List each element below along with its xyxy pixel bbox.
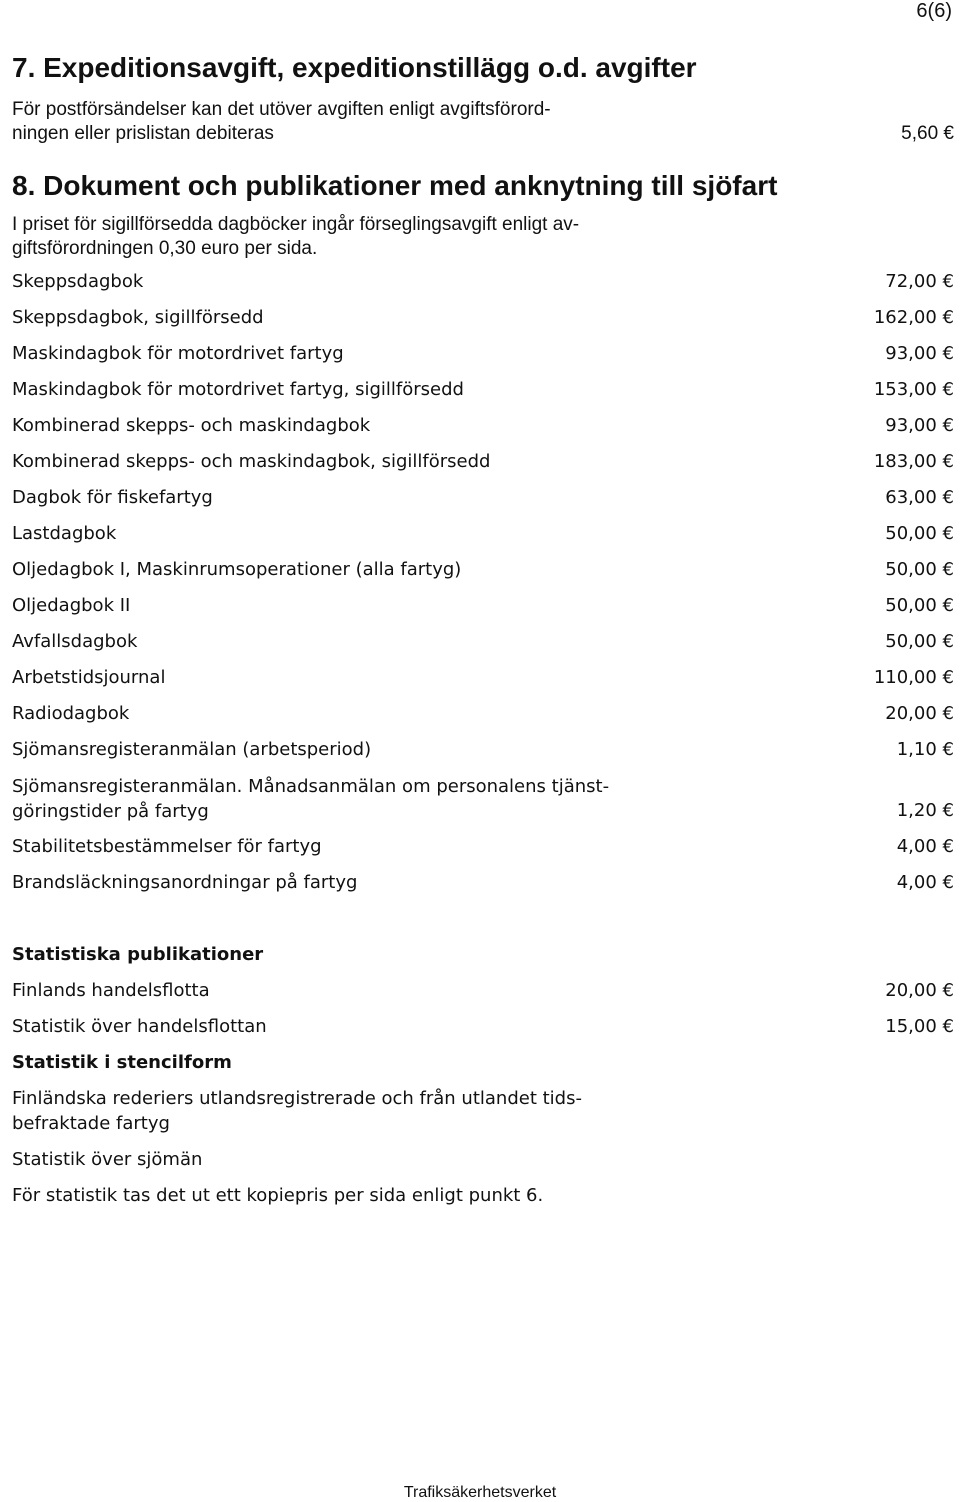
- price-row: [12, 630, 954, 654]
- item-price: 72,00 €: [885, 271, 954, 292]
- section-8-intro-line-1: I priset för sigillförsedda dagböcker ingår förseglingsavgift enligt av-: [12, 214, 580, 235]
- item-label: Dagbok för fiskefartyg: [12, 487, 213, 508]
- item-price: 110,00 €: [873, 667, 954, 688]
- item-label: Lastdagbok: [12, 523, 117, 544]
- item-price: 50,00 €: [885, 559, 954, 580]
- item-price: 15,00 €: [885, 1016, 954, 1037]
- item-price: 153,00 €: [873, 379, 954, 400]
- price-row: [12, 979, 954, 1003]
- section-7-text-line-1: För postförsändelser kan det utöver avgiften enligt avgiftsförord-: [12, 99, 551, 120]
- item-price: 4,00 €: [896, 836, 954, 857]
- price-row: [12, 306, 954, 330]
- item-label: Radiodagbok: [12, 703, 130, 724]
- item-label: Oljedagbok II: [12, 595, 131, 616]
- price-row: [12, 450, 954, 474]
- monthly-report-line-2: göringstider på fartyg: [12, 801, 209, 822]
- item-label: Maskindagbok för motordrivet fartyg, sigillförsedd: [12, 379, 464, 400]
- item-price: 20,00 €: [885, 703, 954, 724]
- section-8-intro-line-2: giftsförordningen 0,30 euro per sida.: [12, 238, 318, 259]
- price-row: [12, 835, 954, 859]
- price-row: [12, 270, 954, 294]
- price-row: [12, 414, 954, 438]
- price-row: [12, 558, 954, 582]
- stencil-item-1-line-2: befraktade fartyg: [12, 1113, 170, 1134]
- section-7-price: 5,60 €: [901, 123, 954, 144]
- price-row: [12, 378, 954, 402]
- item-label: Oljedagbok I, Maskinrumsoperationer (alla fartyg): [12, 559, 462, 580]
- item-price: 183,00 €: [873, 451, 954, 472]
- item-price: 20,00 €: [885, 980, 954, 1001]
- item-label: Skeppsdagbok: [12, 271, 144, 292]
- price-row: [12, 1015, 954, 1039]
- item-label: Avfallsdagbok: [12, 631, 138, 652]
- item-price: 50,00 €: [885, 523, 954, 544]
- price-row: [12, 342, 954, 366]
- item-label: Arbetstidsjournal: [12, 667, 166, 688]
- statistics-heading: Statistiska publikationer: [12, 944, 264, 965]
- item-price: 50,00 €: [885, 631, 954, 652]
- price-row: [12, 486, 954, 510]
- item-label: Skeppsdagbok, sigillförsedd: [12, 307, 264, 328]
- section-7-heading: 7. Expeditionsavgift, expeditionstillägg o.d. avgifter: [12, 52, 697, 83]
- page-number: 6(6): [916, 0, 952, 22]
- monthly-report-price: 1,20 €: [896, 800, 954, 821]
- item-label: Finlands handelsflotta: [12, 980, 210, 1001]
- item-price: 50,00 €: [885, 595, 954, 616]
- item-price: 4,00 €: [896, 872, 954, 893]
- monthly-report-label: [12, 774, 609, 824]
- item-label: Brandsläckningsanordningar på fartyg: [12, 872, 358, 893]
- item-label: Statistik över handelsflottan: [12, 1016, 267, 1037]
- stencil-item-2: Statistik över sjömän: [12, 1149, 203, 1170]
- price-row: [12, 871, 954, 895]
- statistics-note: För statistik tas det ut ett kopiepris per sida enligt punkt 6.: [12, 1185, 544, 1206]
- item-price: 1,10 €: [896, 739, 954, 760]
- stencil-heading: Statistik i stencilform: [12, 1052, 232, 1073]
- item-price: 93,00 €: [885, 415, 954, 436]
- price-row: [12, 738, 954, 762]
- stencil-item-1: [12, 1086, 582, 1136]
- monthly-report-line-1: Sjömansregisteranmälan. Månadsanmälan om personalens tjänst-: [12, 776, 610, 797]
- item-label: Kombinerad skepps- och maskindagbok: [12, 415, 371, 436]
- price-row: [12, 522, 954, 546]
- price-row: [12, 666, 954, 690]
- stencil-item-1-line-1: Finländska rederiers utlandsregistrerade och från utlandet tids-: [12, 1088, 582, 1109]
- footer-agency: Trafiksäkerhetsverket: [403, 1484, 557, 1501]
- item-label: Stabilitetsbestämmelser för fartyg: [12, 836, 322, 857]
- item-label: Kombinerad skepps- och maskindagbok, sigillförsedd: [12, 451, 491, 472]
- section-7-text-line-2: ningen eller prislistan debiteras: [12, 123, 274, 144]
- section-8-heading: 8. Dokument och publikationer med anknytning till sjöfart: [12, 170, 778, 201]
- price-row: [754, 799, 954, 823]
- item-label: Sjömansregisteranmälan (arbetsperiod): [12, 739, 372, 760]
- item-price: 93,00 €: [885, 343, 954, 364]
- price-row: [12, 594, 954, 618]
- item-label: Maskindagbok för motordrivet fartyg: [12, 343, 344, 364]
- item-price: 162,00 €: [873, 307, 954, 328]
- price-row: [12, 702, 954, 726]
- item-price: 63,00 €: [885, 487, 954, 508]
